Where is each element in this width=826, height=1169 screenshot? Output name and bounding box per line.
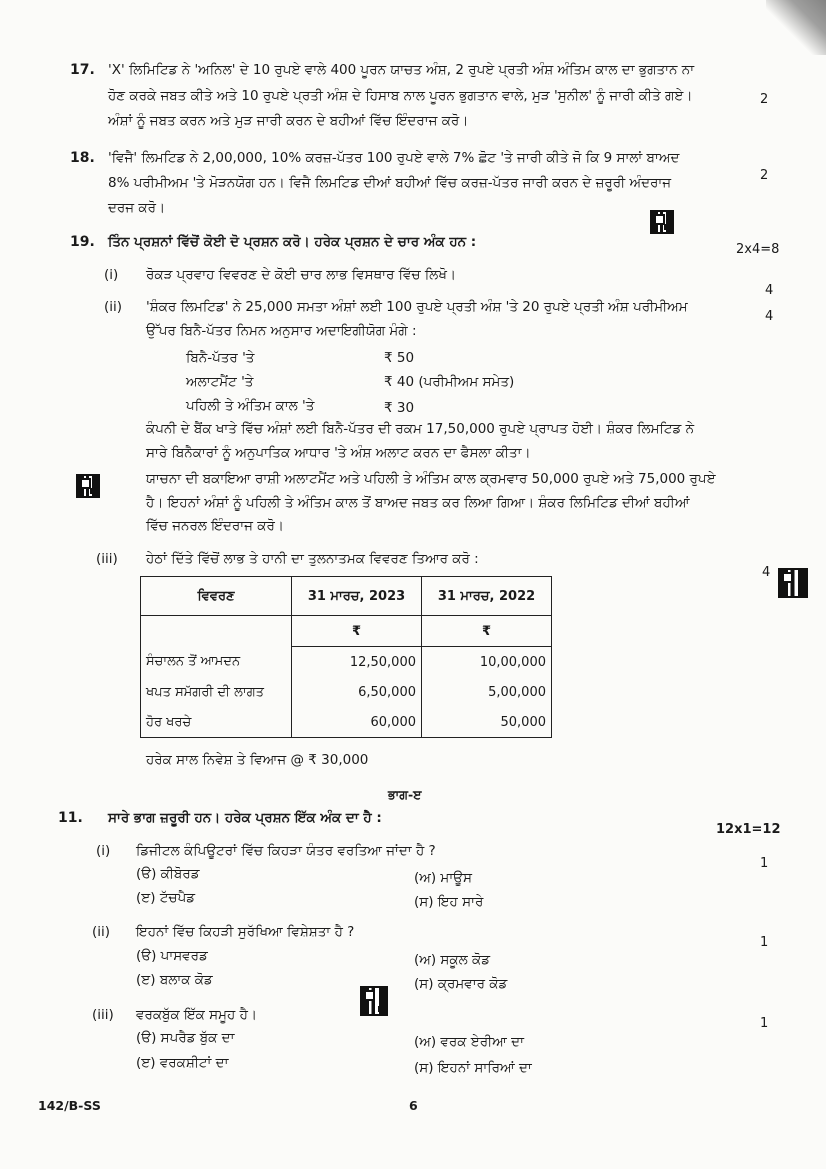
table-row <box>141 677 552 707</box>
row-label: ਖਪਤ ਸਮੱਗਰੀ ਦੀ ਲਾਗਤ <box>141 677 292 707</box>
q11-ii-option-b: (ਅ) ਸਕੂਲ ਕੋਡ <box>414 952 491 968</box>
row-value: 6,50,000 <box>292 677 422 707</box>
table-row <box>141 707 552 738</box>
q11-i-option-c: (ੲ) ਟੱਚਪੈਡ <box>136 890 196 906</box>
q19-i-label: (i) <box>104 267 119 283</box>
q17-line-1: 'X' ਲਿਮਿਟਿਡ ਨੇ 'ਅਨਿਲ' ਦੇ 10 ਰੁਪਏ ਵਾਲੇ 400 ਪੂਰਨ ਯਾਚਤ ਅੰਸ਼, 2 ਰੁਪਏ ਪ੍ਰਤੀ ਅੰਸ਼ ਅੰਤਿਮ ਕਾਲ ਦਾ ਭੁਗਤਾਨ ਨਾ <box>108 62 695 78</box>
table-cell <box>141 616 292 647</box>
paper-code: 142/B-SS <box>38 1098 101 1113</box>
qr-code-icon <box>650 210 674 234</box>
schedule-label-2: ਅਲਾਟਮੈਂਟ 'ਤੇ <box>186 374 254 390</box>
q11-i-option-d: (ਸ) ਇਹ ਸਾਰੇ <box>414 894 484 910</box>
q19-ii-label: (ii) <box>104 299 123 315</box>
comparative-pl-table <box>140 576 552 738</box>
schedule-label-3: ਪਹਿਲੀ ਤੇ ਅੰਤਿਮ ਕਾਲ 'ਤੇ <box>186 398 315 414</box>
q11-marks-total: 12x1=12 <box>716 822 781 837</box>
q19-marks-total: 2x4=8 <box>736 242 780 257</box>
q11-i-label: (i) <box>96 843 111 859</box>
q19-heading: ਤਿੰਨ ਪ੍ਰਸ਼ਨਾਂ ਵਿੱਚੋਂ ਕੋਈ ਦੋ ਪ੍ਰਸ਼ਨ ਕਰੋ। ਹਰੇਕ ਪ੍ਰਸ਼ਨ ਦੇ ਚਾਰ ਅੰਕ ਹਨ : <box>108 234 477 250</box>
q11-number: 11. <box>58 810 83 826</box>
q11-iii-question: ਵਰਕਬੁੱਕ ਇੱਕ ਸਮੂਹ ਹੈ। <box>136 1007 258 1023</box>
q17-marks: 2 <box>760 92 769 107</box>
q19-ii-para-5: ਵਿੱਚ ਜਨਰਲ ਇੰਦਰਾਜ ਕਰੋ। <box>146 518 284 534</box>
q11-ii-question: ਇਹਨਾਂ ਵਿੱਚ ਕਿਹੜੀ ਸੁਰੱਖਿਆ ਵਿਸ਼ੇਸ਼ਤਾ ਹੈ ? <box>136 924 355 940</box>
row-value: 60,000 <box>292 707 422 738</box>
q18-marks: 2 <box>760 168 769 183</box>
q11-iii-label: (iii) <box>92 1007 114 1023</box>
q11-ii-option-d: (ਸ) ਕ੍ਰਮਵਾਰ ਕੋਡ <box>414 976 508 992</box>
qr-code-icon <box>76 474 100 498</box>
q11-iii-option-b: (ਅ) ਵਰਕ ਏਰੀਆ ਦਾ <box>414 1034 524 1050</box>
schedule-label-1: ਬਿਨੈ-ਪੱਤਰ 'ਤੇ <box>186 350 255 366</box>
q19-iii-text: ਹੇਠਾਂ ਦਿੱਤੇ ਵਿੱਚੋਂ ਲਾਭ ਤੇ ਹਾਨੀ ਦਾ ਤੁਲਨਾਤਮਕ ਵਿਵਰਣ ਤਿਆਰ ਕਰੋ : <box>146 551 479 567</box>
table-header: 31 ਮਾਰਚ, 2023 <box>292 577 422 616</box>
table-header: 31 ਮਾਰਚ, 2022 <box>422 577 552 616</box>
q19-iii-note: ਹਰੇਕ ਸਾਲ ਨਿਵੇਸ਼ ਤੇ ਵਿਆਜ @ ₹ 30,000 <box>146 752 369 768</box>
q11-i-option-a: (ੳ) ਕੀਬੋਰਡ <box>136 866 200 882</box>
currency-cell: ₹ <box>292 616 422 647</box>
section-title: ਭਾਗ-ੲ <box>388 787 422 802</box>
q18-line-2: 8% ਪਰੀਮੀਅਮ 'ਤੇ ਮੋੜਨਯੋਗ ਹਨ। ਵਿਜੈ ਲਿਮਟਿਡ ਦੀਆਂ ਬਹੀਆਂ ਵਿੱਚ ਕਰਜ਼-ਪੱਤਰ ਜਾਰੀ ਕਰਨ ਦੇ ਜ਼ਰੂਰੀ ਅੰਦਰਾਜ <box>108 175 672 191</box>
row-label: ਸੰਚਾਲਨ ਤੋਂ ਆਮਦਨ <box>141 647 292 678</box>
currency-cell: ₹ <box>422 616 552 647</box>
q17-number: 17. <box>70 62 95 78</box>
page-corner-shadow <box>766 0 826 55</box>
row-value: 50,000 <box>422 707 552 738</box>
q11-heading: ਸਾਰੇ ਭਾਗ ਜ਼ਰੂਰੀ ਹਨ। ਹਰੇਕ ਪ੍ਰਸ਼ਨ ਇੱਕ ਅੰਕ ਦਾ ਹੈ : <box>108 810 382 826</box>
q19-ii-line-1: 'ਸ਼ੰਕਰ ਲਿਮਟਿਡ' ਨੇ 25,000 ਸਮਤਾ ਅੰਸ਼ਾਂ ਲਈ 100 ਰੁਪਏ ਪ੍ਰਤੀ ਅੰਸ਼ 'ਤੇ 20 ਰੁਪਏ ਪ੍ਰਤੀ ਅੰਸ਼ ਪਰੀਮੀਅਮ <box>146 299 688 315</box>
row-label: ਹੋਰ ਖਰਚੇ <box>141 707 292 738</box>
page-number: 6 <box>409 1098 418 1113</box>
q17-line-3: ਅੰਸ਼ਾਂ ਨੂੰ ਜਬਤ ਕਰਨ ਅਤੇ ਮੁੜ ਜਾਰੀ ਕਰਨ ਦੇ ਬਹੀਆਂ ਵਿੱਚ ਇੰਦਰਾਜ ਕਰੋ। <box>108 113 469 129</box>
q11-ii-option-a: (ੳ) ਪਾਸਵਰਡ <box>136 948 208 964</box>
q19-iii-label: (iii) <box>96 551 118 567</box>
schedule-amount-1: ₹ 50 <box>384 350 415 366</box>
q19-ii-para-2: ਸਾਰੇ ਬਿਨੈਕਾਰਾਂ ਨੂੰ ਅਨੁਪਾਤਿਕ ਆਧਾਰ 'ਤੇ ਅੰਸ਼ ਅਲਾਟ ਕਰਨ ਦਾ ਫੈਸਲਾ ਕੀਤਾ। <box>146 445 531 461</box>
row-value: 12,50,000 <box>292 647 422 678</box>
q18-line-3: ਦਰਜ ਕਰੋ। <box>108 200 166 216</box>
q17-line-2: ਹੋਣ ਕਰਕੇ ਜਬਤ ਕੀਤੇ ਅਤੇ 10 ਰੁਪਏ ਪ੍ਰਤੀ ਅੰਸ਼ ਦੇ ਹਿਸਾਬ ਨਾਲ ਪੂਰਨ ਭੁਗਤਾਨ ਵਾਲੇ, ਮੁੜ 'ਸੁਨੀਲ' ਨੂੰ ਜਾਰੀ ਕੀਤੇ ਗਏ। <box>108 88 693 104</box>
q11-i-option-b: (ਅ) ਮਾਊਸ <box>414 870 472 886</box>
qr-code-icon <box>778 568 808 598</box>
schedule-amount-3: ₹ 30 <box>384 400 415 416</box>
qr-code-icon <box>360 986 388 1016</box>
q19-ii-para-1: ਕੰਪਨੀ ਦੇ ਬੈਂਕ ਖਾਤੇ ਵਿੱਚ ਅੰਸ਼ਾਂ ਲਈ ਬਿਨੈ-ਪੱਤਰ ਦੀ ਰਕਮ 17,50,000 ਰੁਪਏ ਪ੍ਰਾਪਤ ਹੋਈ। ਸ਼ੰਕਰ ਲਿਮਟਿਡ ਨੇ <box>146 421 695 437</box>
q18-number: 18. <box>70 150 95 166</box>
q19-ii-line-2: ਉੱਪਰ ਬਿਨੈ-ਪੱਤਰ ਨਿਮਨ ਅਨੁਸਾਰ ਅਦਾਇਗੀਯੋਗ ਮੰਗੇ : <box>146 323 417 339</box>
q11-ii-label: (ii) <box>92 924 111 940</box>
row-value: 10,00,000 <box>422 647 552 678</box>
q19-i-text: ਰੋਕੜ ਪ੍ਰਵਾਹ ਵਿਵਰਣ ਦੇ ਕੋਈ ਚਾਰ ਲਾਭ ਵਿਸਥਾਰ ਵਿੱਚ ਲਿਖੋ। <box>146 267 456 283</box>
q18-line-1: 'ਵਿਜੈ' ਲਿਮਟਿਡ ਨੇ 2,00,000, 10% ਕਰਜ਼-ਪੱਤਰ 100 ਰੁਪਏ ਵਾਲੇ 7% ਛੋਟ 'ਤੇ ਜਾਰੀ ਕੀਤੇ ਜੋ ਕਿ 9 ਸਾਲਾਂ ਬਾਅਦ <box>108 150 680 166</box>
q11-iii-marks: 1 <box>760 1016 769 1031</box>
q19-iii-marks: 4 <box>762 565 771 580</box>
q11-i-question: ਡਿਜੀਟਲ ਕੰਪਿਊਟਰਾਂ ਵਿੱਚ ਕਿਹੜਾ ਯੰਤਰ ਵਰਤਿਆ ਜਾਂਦਾ ਹੈ ? <box>136 843 436 859</box>
q11-iii-option-d: (ਸ) ਇਹਨਾਂ ਸਾਰਿਆਂ ਦਾ <box>414 1060 532 1076</box>
q19-ii-para-4: ਹੈ। ਇਹਨਾਂ ਅੰਸ਼ਾਂ ਨੂੰ ਪਹਿਲੀ ਤੇ ਅੰਤਿਮ ਕਾਲ ਤੋਂ ਬਾਅਦ ਜਬਤ ਕਰ ਲਿਆ ਗਿਆ। ਸ਼ੰਕਰ ਲਿਮਿਟਿਡ ਦੀਆਂ ਬਹੀਆਂ <box>146 495 690 511</box>
q19-ii-para-3: ਯਾਚਨਾ ਦੀ ਬਕਾਇਆ ਰਾਸ਼ੀ ਅਲਾਟਮੈਂਟ ਅਤੇ ਪਹਿਲੀ ਤੇ ਅੰਤਿਮ ਕਾਲ ਕ੍ਰਮਵਾਰ 50,000 ਰੁਪਏ ਅਤੇ 75,000 ਰੁਪਏ <box>146 471 716 487</box>
q11-iii-option-a: (ੳ) ਸਪਰੈਡ ਬੁੱਕ ਦਾ <box>136 1030 235 1046</box>
q11-iii-option-c: (ੲ) ਵਰਕਸ਼ੀਟਾਂ ਦਾ <box>136 1055 229 1071</box>
q11-ii-marks: 1 <box>760 935 769 950</box>
q19-number: 19. <box>70 234 95 250</box>
q19-i-marks: 4 <box>765 283 774 298</box>
row-value: 5,00,000 <box>422 677 552 707</box>
table-header: ਵਿਵਰਣ <box>141 577 292 616</box>
q19-ii-marks: 4 <box>765 309 774 324</box>
q11-i-marks: 1 <box>760 856 769 871</box>
schedule-amount-2: ₹ 40 (ਪਰੀਮੀਅਮ ਸਮੇਤ) <box>384 374 515 390</box>
table-row <box>141 647 552 678</box>
q11-ii-option-c: (ੲ) ਬਲਾਕ ਕੋਡ <box>136 972 213 988</box>
